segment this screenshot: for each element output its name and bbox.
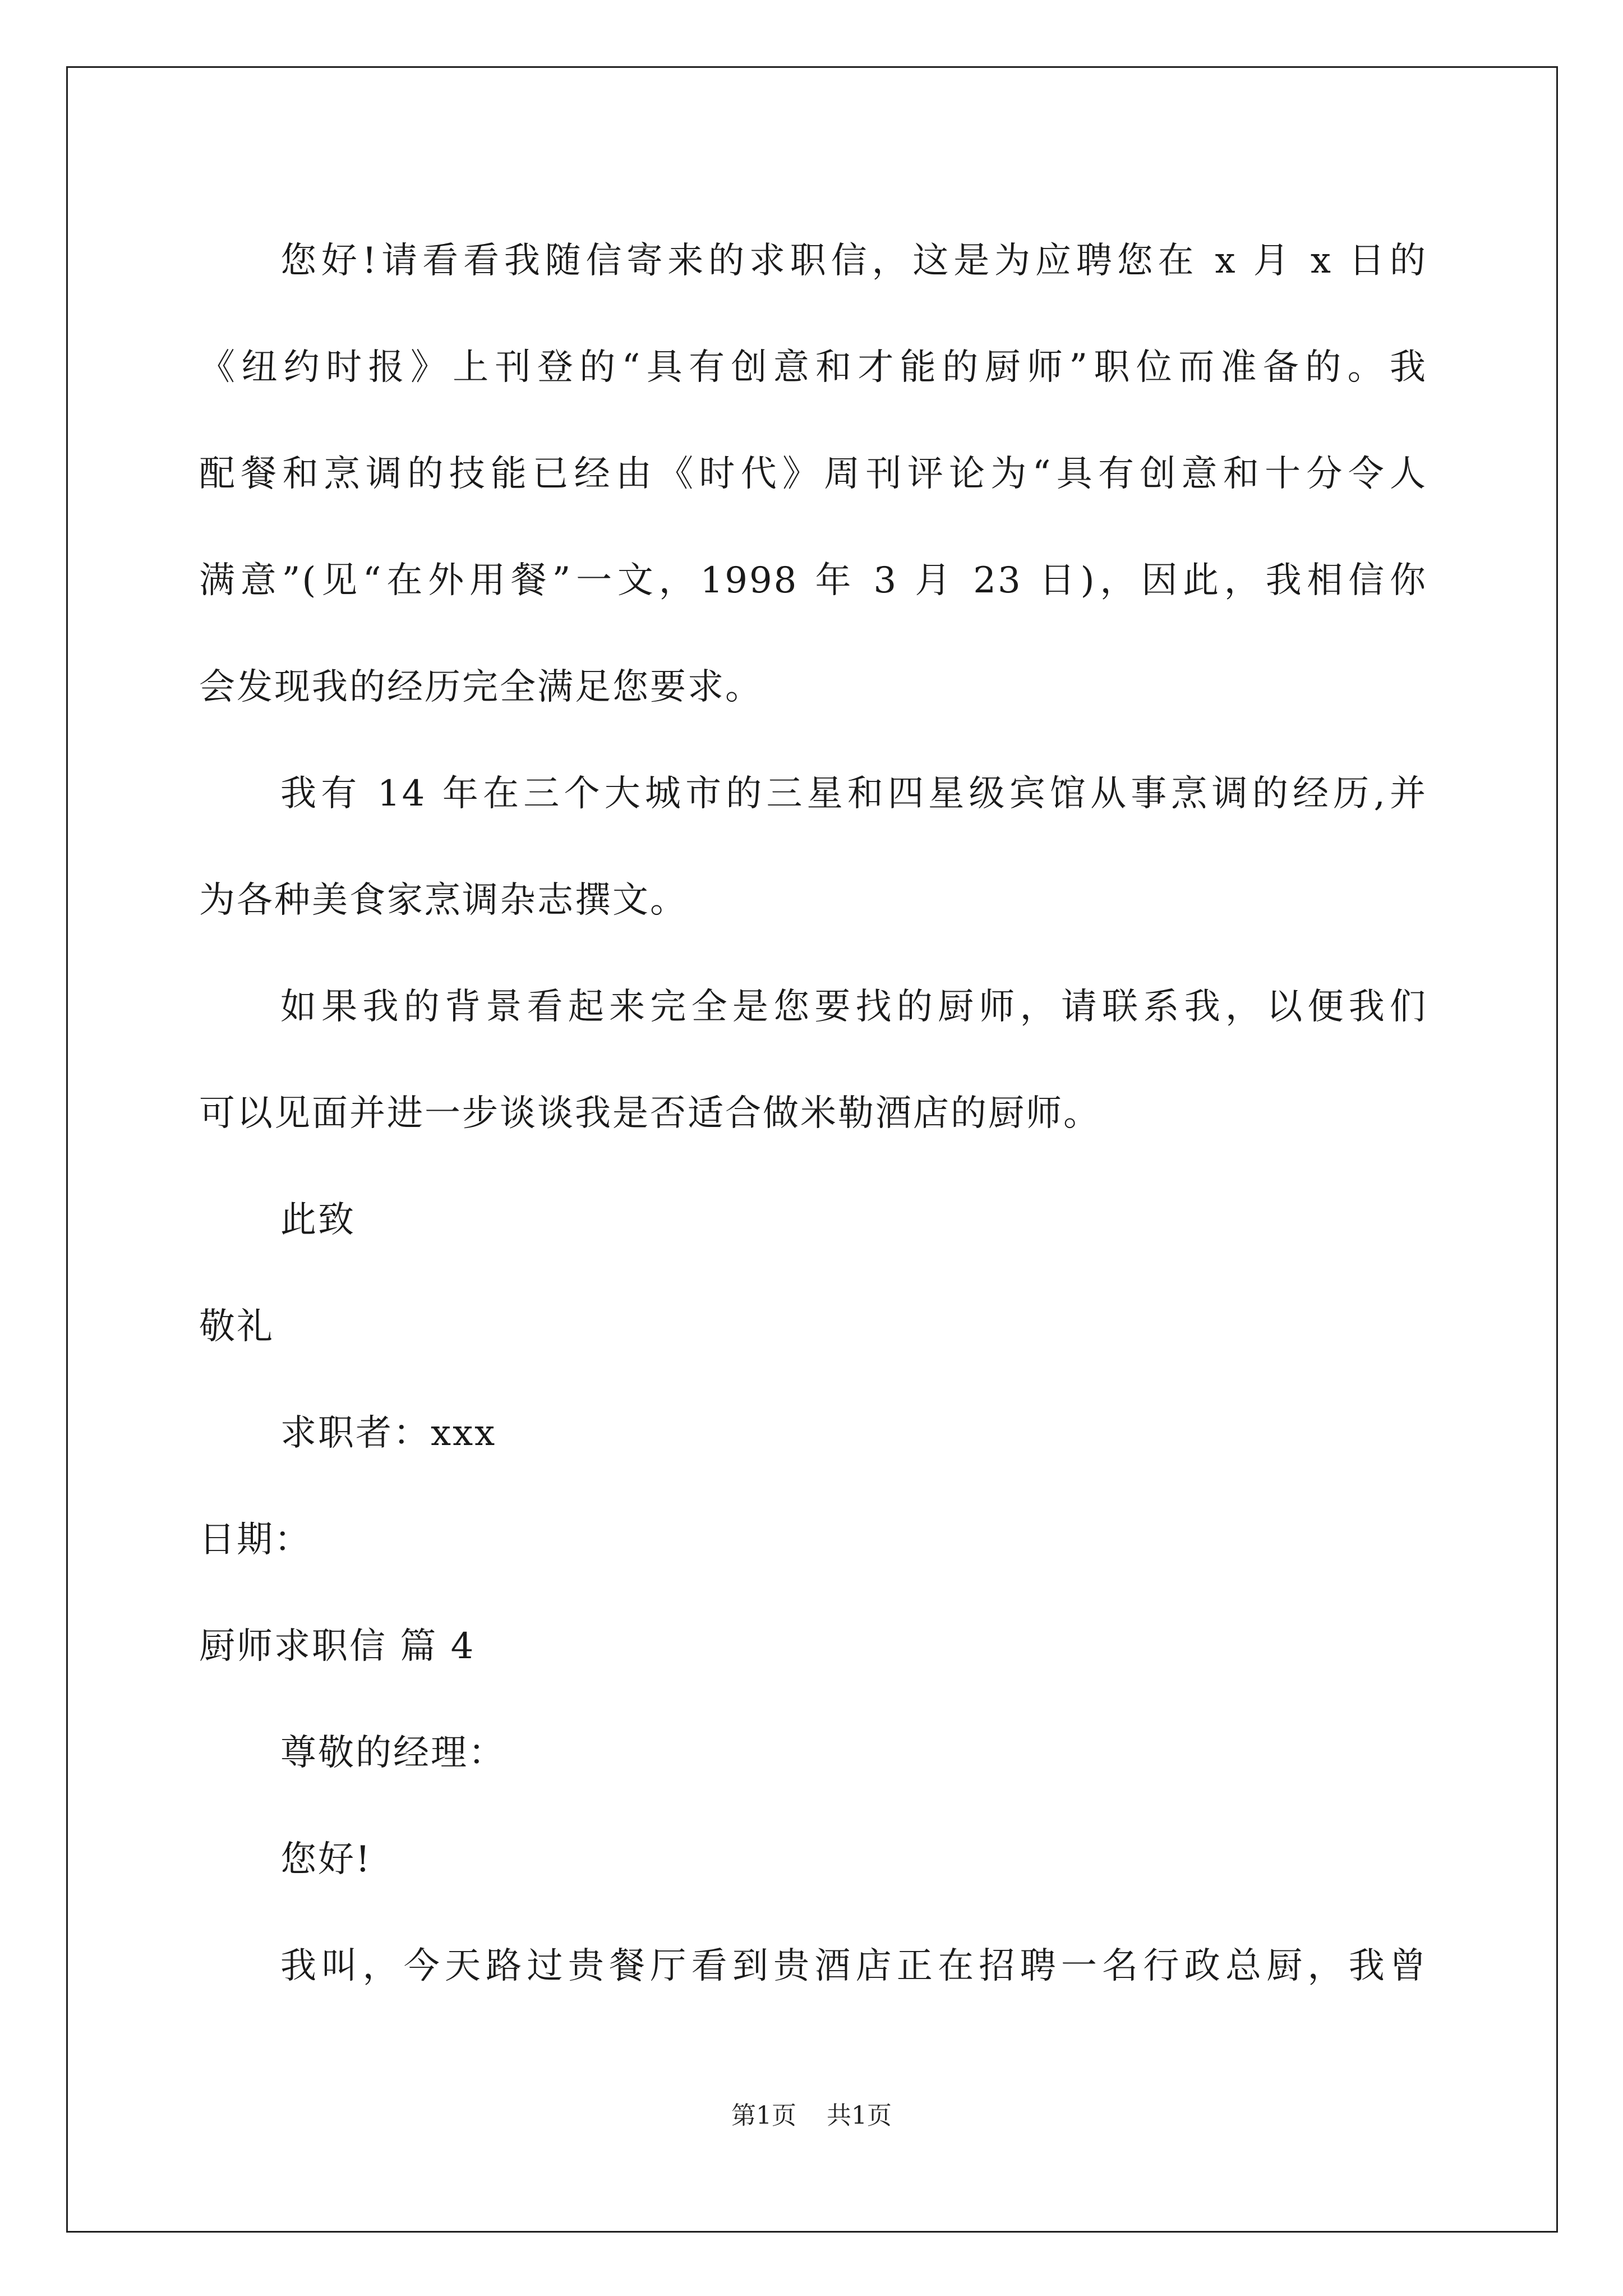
paragraph-line: 会发现我的经历完全满足您要求。 xyxy=(199,666,763,708)
date-line: 日期： xyxy=(199,1519,312,1561)
section-heading: 厨师求职信 篇 4 xyxy=(199,1626,476,1667)
paragraph-line: 我叫，今天路过贵餐厅看到贵酒店正在招聘一名行政总厨，我曾 xyxy=(280,1945,1427,1987)
greeting-line: 尊敬的经理： xyxy=(280,1732,506,1774)
greeting-line: 您好! xyxy=(280,1839,372,1880)
closing-salutation: 此致 xyxy=(280,1199,356,1241)
paragraph-line: 如果我的背景看起来完全是您要找的厨师，请联系我，以便我们 xyxy=(280,986,1427,1028)
paragraph-line: 为各种美食家烹调杂志撰文。 xyxy=(199,880,688,921)
page-footer xyxy=(0,2095,1623,2131)
paragraph-line: 可以见面并进一步谈谈我是否适合做米勒酒店的厨师。 xyxy=(199,1093,1101,1134)
paragraph-line: 您好!请看看我随信寄来的求职信，这是为应聘您在 x 月 x 日的 xyxy=(280,240,1427,282)
paragraph-line: 我有 14 年在三个大城市的三星和四星级宾馆从事烹调的经历,并 xyxy=(280,773,1427,815)
paragraph-line: 满意”(见“在外用餐”一文，1998 年 3 月 23 日)，因此，我相信你 xyxy=(199,560,1427,601)
signature-line: 求职者：xxx xyxy=(280,1412,497,1454)
page-number-total: 共1页 xyxy=(827,2101,892,2130)
paragraph-line: 《纽约时报》上刊登的“具有创意和才能的厨师”职位而准备的。我 xyxy=(199,347,1427,388)
page-number-current: 第1页 xyxy=(731,2101,796,2130)
paragraph-line: 配餐和烹调的技能已经由《时代》周刊评论为“具有创意和十分令人 xyxy=(199,453,1427,495)
document-body xyxy=(199,208,1427,2019)
closing-regards: 敬礼 xyxy=(199,1306,274,1347)
